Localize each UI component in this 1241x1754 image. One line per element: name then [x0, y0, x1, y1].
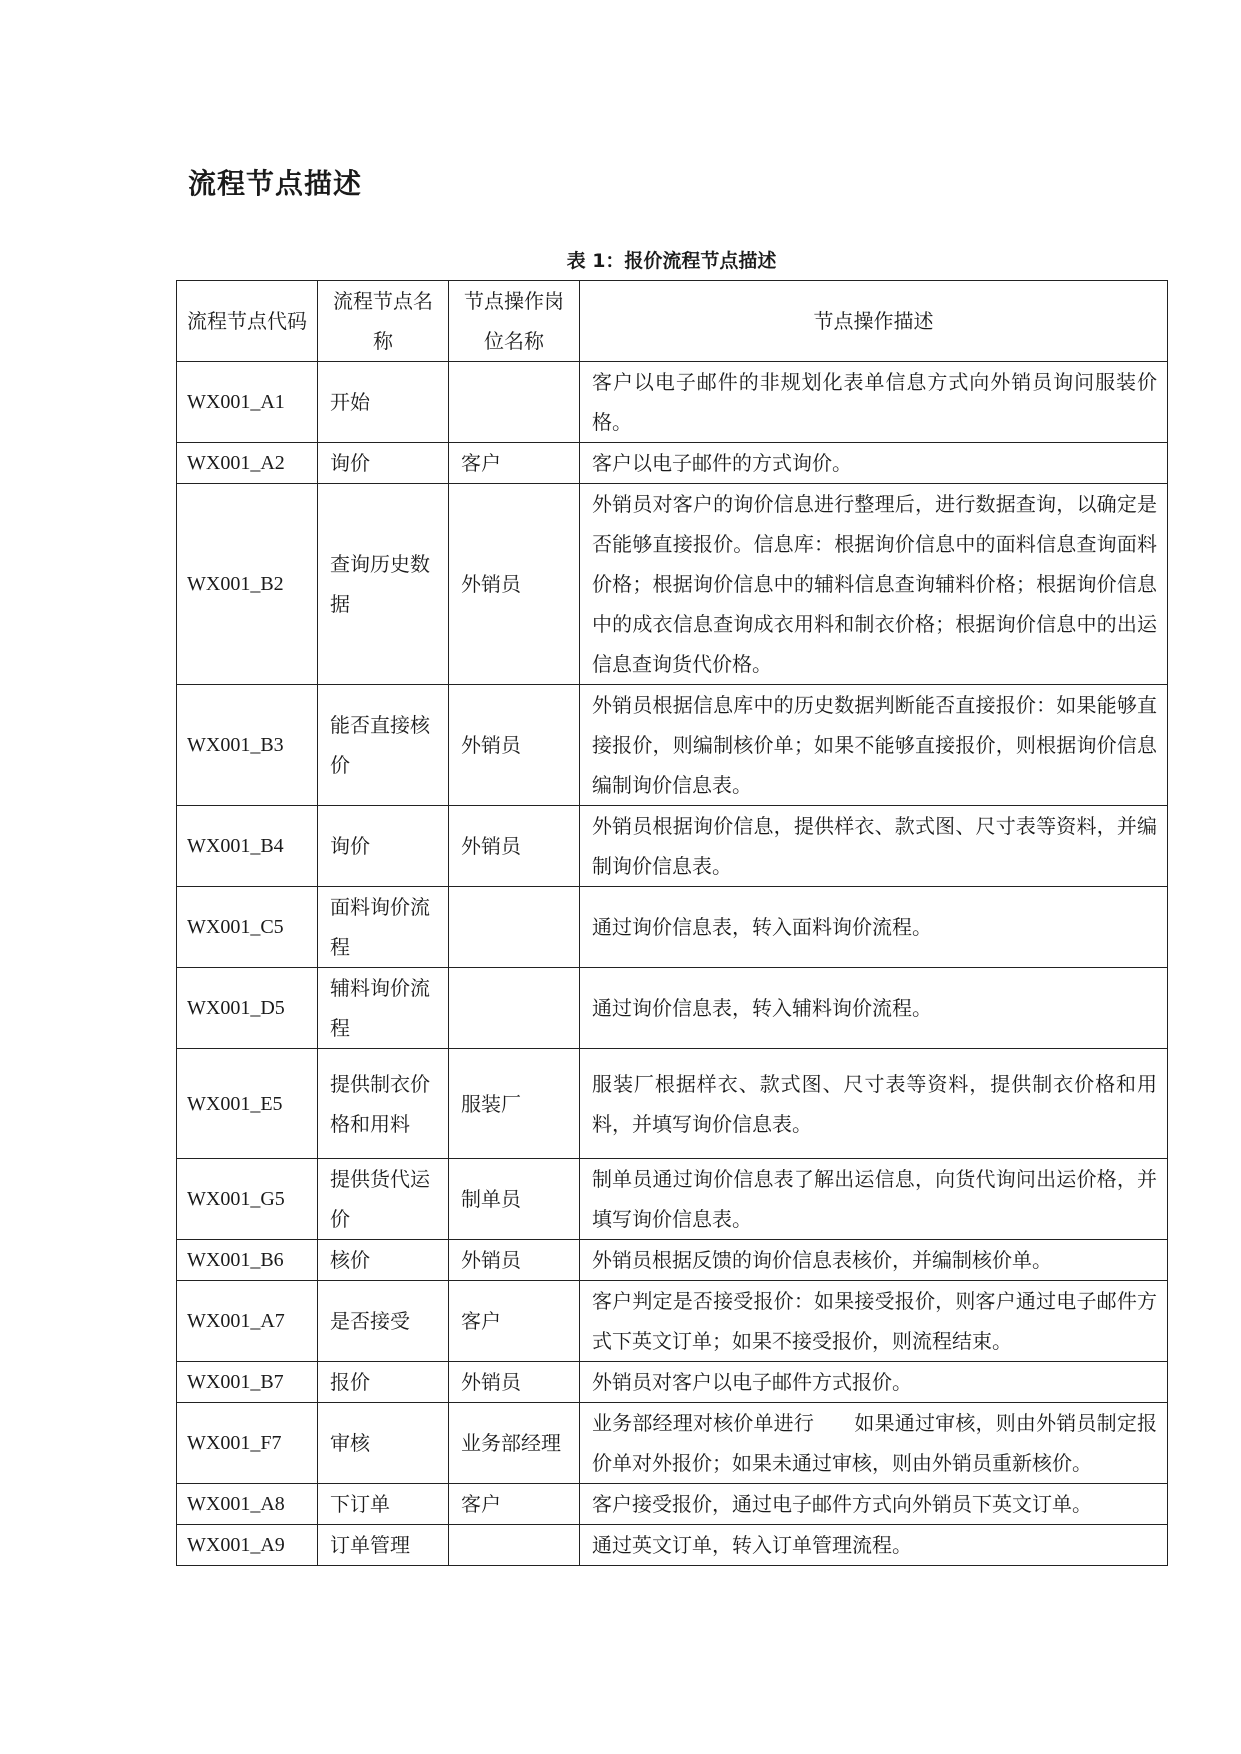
node-role-cell: 外销员 [449, 685, 580, 806]
node-description-cell: 客户以电子邮件的方式询价。 [580, 443, 1168, 484]
node-description-cell: 外销员对客户以电子邮件方式报价。 [580, 1362, 1168, 1403]
node-role-cell: 客户 [449, 443, 580, 484]
node-name-cell: 提供货代运价 [318, 1159, 449, 1240]
node-name-cell: 订单管理 [318, 1525, 449, 1566]
node-description-cell: 外销员根据反馈的询价信息表核价，并编制核价单。 [580, 1240, 1168, 1281]
column-header-desc: 节点操作描述 [580, 281, 1168, 362]
node-code-cell: WX001_G5 [177, 1159, 318, 1240]
column-header-code: 流程节点代码 [177, 281, 318, 362]
node-role-cell: 外销员 [449, 1362, 580, 1403]
table-row [177, 362, 1168, 443]
node-code-cell: WX001_B3 [177, 685, 318, 806]
table-row [177, 443, 1168, 484]
node-code-cell: WX001_A8 [177, 1484, 318, 1525]
node-name-cell: 查询历史数据 [318, 484, 449, 685]
node-name-cell: 询价 [318, 443, 449, 484]
node-role-cell: 外销员 [449, 806, 580, 887]
node-role-cell: 外销员 [449, 484, 580, 685]
node-name-cell: 提供制衣价格和用料 [318, 1049, 449, 1159]
node-description-cell: 业务部经理对核价单进行 如果通过审核，则由外销员制定报价单对外报价；如果未通过审核，则由外销员重新核价。 [580, 1403, 1168, 1484]
table-row [177, 1484, 1168, 1525]
table-row [177, 484, 1168, 685]
table-row [177, 1240, 1168, 1281]
table-header [177, 281, 1168, 362]
table-body [177, 362, 1168, 1566]
table-row [177, 1281, 1168, 1362]
table-row [177, 1362, 1168, 1403]
node-role-cell: 客户 [449, 1484, 580, 1525]
node-role-cell: 制单员 [449, 1159, 580, 1240]
column-header-role: 节点操作岗位名称 [449, 281, 580, 362]
node-description-cell: 制单员通过询价信息表了解出运信息，向货代询问出运价格，并填写询价信息表。 [580, 1159, 1168, 1240]
node-name-cell: 审核 [318, 1403, 449, 1484]
node-name-cell: 开始 [318, 362, 449, 443]
node-code-cell: WX001_E5 [177, 1049, 318, 1159]
table-row [177, 887, 1168, 968]
node-name-cell: 下订单 [318, 1484, 449, 1525]
node-description-cell: 通过询价信息表，转入辅料询价流程。 [580, 968, 1168, 1049]
node-code-cell: WX001_D5 [177, 968, 318, 1049]
node-name-cell: 能否直接核价 [318, 685, 449, 806]
node-name-cell: 核价 [318, 1240, 449, 1281]
node-description-cell: 通过英文订单，转入订单管理流程。 [580, 1525, 1168, 1566]
node-role-cell [449, 362, 580, 443]
node-code-cell: WX001_B2 [177, 484, 318, 685]
header-row [177, 281, 1168, 362]
node-role-cell: 业务部经理 [449, 1403, 580, 1484]
node-role-cell: 服装厂 [449, 1049, 580, 1159]
node-role-cell: 客户 [449, 1281, 580, 1362]
node-code-cell: WX001_A2 [177, 443, 318, 484]
table-caption: 表 1：报价流程节点描述 [566, 250, 777, 272]
table-row [177, 1525, 1168, 1566]
table-row [177, 1403, 1168, 1484]
node-code-cell: WX001_F7 [177, 1403, 318, 1484]
node-role-cell [449, 887, 580, 968]
node-code-cell: WX001_C5 [177, 887, 318, 968]
node-role-cell: 外销员 [449, 1240, 580, 1281]
node-description-cell: 客户以电子邮件的非规划化表单信息方式向外销员询问服装价格。 [580, 362, 1168, 443]
node-name-cell: 辅料询价流程 [318, 968, 449, 1049]
node-description-cell: 外销员对客户的询价信息进行整理后，进行数据查询，以确定是否能够直接报价。信息库：根据询价信息中的面料信息查询面料价格；根据询价信息中的辅料信息查询辅料价格；根据询价信息中的成衣信息查询成衣用料和制衣价格；根据询价信息中的出运信息查询货代价格。 [580, 484, 1168, 685]
node-code-cell: WX001_B7 [177, 1362, 318, 1403]
node-role-cell [449, 1525, 580, 1566]
node-name-cell: 询价 [318, 806, 449, 887]
node-description-cell: 通过询价信息表，转入面料询价流程。 [580, 887, 1168, 968]
node-role-cell [449, 968, 580, 1049]
node-description-cell: 外销员根据询价信息，提供样衣、款式图、尺寸表等资料，并编制询价信息表。 [580, 806, 1168, 887]
table-row [177, 968, 1168, 1049]
process-node-table [176, 280, 1168, 1566]
node-code-cell: WX001_A9 [177, 1525, 318, 1566]
page-heading: 流程节点描述 [188, 167, 363, 200]
table-row [177, 1159, 1168, 1240]
node-name-cell: 报价 [318, 1362, 449, 1403]
node-description-cell: 外销员根据信息库中的历史数据判断能否直接报价：如果能够直接报价，则编制核价单；如果不能够直接报价，则根据询价信息编制询价信息表。 [580, 685, 1168, 806]
node-code-cell: WX001_A1 [177, 362, 318, 443]
node-name-cell: 面料询价流程 [318, 887, 449, 968]
node-code-cell: WX001_B4 [177, 806, 318, 887]
table-row [177, 806, 1168, 887]
table-row [177, 1049, 1168, 1159]
node-code-cell: WX001_A7 [177, 1281, 318, 1362]
node-description-cell: 客户判定是否接受报价：如果接受报价，则客户通过电子邮件方式下英文订单；如果不接受报价，则流程结束。 [580, 1281, 1168, 1362]
column-header-name: 流程节点名称 [318, 281, 449, 362]
node-description-cell: 客户接受报价，通过电子邮件方式向外销员下英文订单。 [580, 1484, 1168, 1525]
table-row [177, 685, 1168, 806]
node-name-cell: 是否接受 [318, 1281, 449, 1362]
node-code-cell: WX001_B6 [177, 1240, 318, 1281]
node-description-cell: 服装厂根据样衣、款式图、尺寸表等资料，提供制衣价格和用料，并填写询价信息表。 [580, 1049, 1168, 1159]
